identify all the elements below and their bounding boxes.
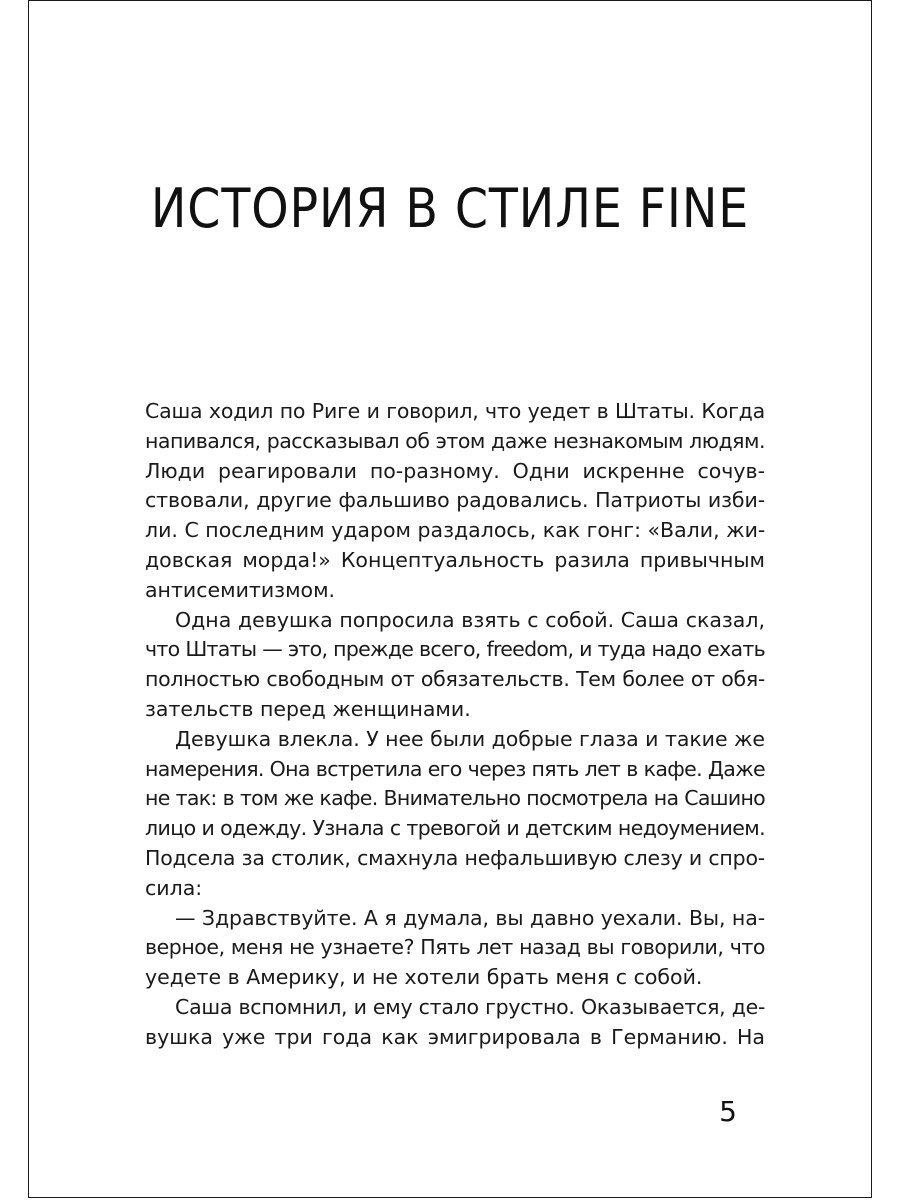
text-line: уедете в Америку, и не хотели брать меня с собой.: [145, 965, 703, 990]
text-line: Подсела за столик, смахнула нефальшивую слезу и спро-: [145, 845, 765, 870]
text-line: ствовали, другие фальшиво радовались. Патриоты изби-: [145, 488, 765, 513]
page-number: 5: [719, 1095, 737, 1128]
paragraph-1: [145, 397, 765, 606]
text-line: верное, меня не узнаете? Пять лет назад вы говорили, что: [145, 935, 765, 960]
text-line: сила:: [145, 875, 203, 900]
text-line: Саша ходил по Риге и говорил, что уедет в Штаты. Когда: [145, 399, 765, 423]
text-line: Саша вспомнил, и ему стало грустно. Оказывается, де-: [175, 994, 766, 1019]
text-line: что Штаты — это, прежде всего, freedom, и туда надо ехать: [145, 637, 765, 662]
text-line: Одна девушка попросила взять с собой. Саша сказал,: [175, 607, 765, 632]
text-line: вушка уже три года как эмигрировала в Германию. На: [145, 1024, 765, 1049]
paragraph-3: [145, 725, 765, 904]
text-line: полностью свободным от обязательств. Тем более от обя-: [145, 667, 765, 692]
text-line: антисемитизмом.: [145, 577, 336, 602]
paragraph-4: [145, 904, 765, 993]
chapter-title: ИСТОРИЯ В СТИЛЕ FINE: [150, 177, 750, 240]
text-line: Девушка влекла. У нее были добрые глаза и такие же: [175, 726, 765, 751]
text-line: зательств перед женщинами.: [145, 696, 471, 721]
text-line: Люди реагировали по-разному. Одни искренне сочув-: [145, 458, 765, 483]
text-line: довская морда!» Концептуальность разила привычным: [145, 547, 765, 572]
text-line: не так: в том же кафе. Внимательно посмотрела на Сашино: [145, 786, 765, 811]
text-line: — Здравствуйте. А я думала, вы давно уехали. Вы, на-: [175, 905, 765, 930]
paragraph-2: [145, 606, 765, 725]
text-line: ли. С последним ударом раздалось, как гонг: «Вали, жи-: [145, 518, 766, 543]
text-line: лицо и одежду. Узнала с тревогой и детским недоумением.: [145, 816, 765, 841]
text-line: напивался, рассказывал об этом даже незнакомым людям.: [145, 428, 765, 453]
body-text: [145, 397, 765, 1053]
book-page: [28, 0, 872, 1198]
paragraph-5: [145, 993, 765, 1053]
text-line: намерения. Она встретила его через пять лет в кафе. Даже: [145, 756, 765, 781]
